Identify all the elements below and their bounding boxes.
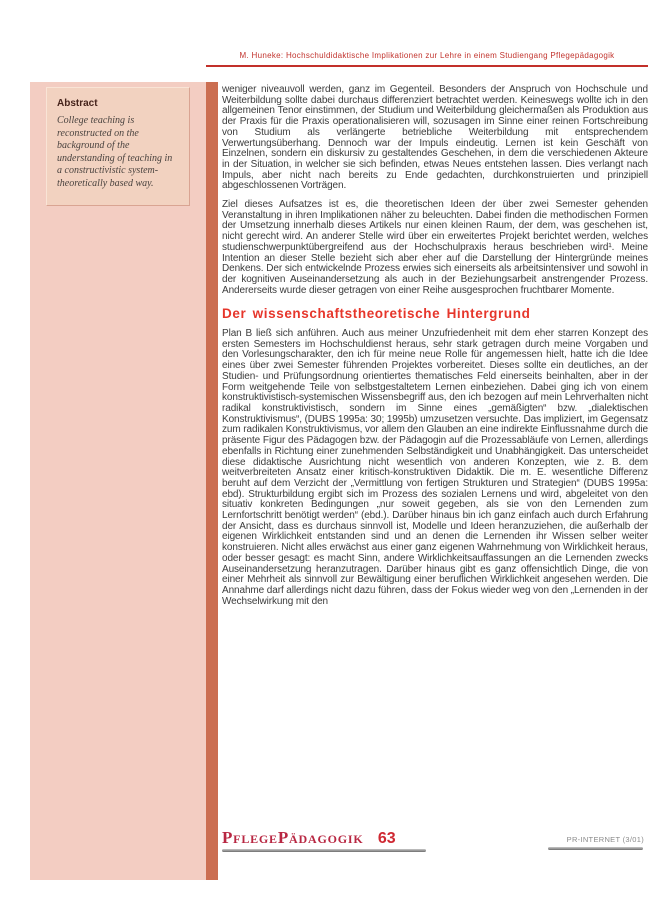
- article-body: [222, 85, 648, 615]
- header-rule: [206, 65, 648, 67]
- page-number: 63: [377, 830, 396, 847]
- abstract-title: Abstract: [57, 98, 98, 109]
- article-paragraph: weniger niveauvoll werden, ganz im Gegenteil. Besonders der Anspruch von Hochschule und Weiterbildung sollte dabei durchaus differenziert betrachtet werden. Keineswegs wollte ich in den allgemeinen Tenor einstimmen, der Studium und Weiterbildung gleichermaßen als Produktion aus der Praxis für die Praxis operationalisieren will, sozusagen im Sinne einer reinen Fortschreibung von Studium als verlängerte betriebliche Weiterbildung mit entsprechendem Verwertungsüberhang. Dennoch war der Impuls eindeutig. Lernen ist kein Geschäft von Einzelnen, sondern ein diskursiv zu gestaltendes Geschehen, in dem die verschiedenen Akteure in der Situation, in welcher sie sich befinden, etwas Neues entstehen lassen. Dies verlangt nach Impuls, aber nicht nach bereits zu Ende gedachten, durchkonstruierten und prinzipiell abgeschlossenen Vorträgen.: [222, 84, 648, 192]
- footer-journal-block: [222, 828, 462, 848]
- journal-name: PflegePädagogik: [222, 828, 364, 847]
- running-header-title: M. Huneke: Hochschuldidaktische Implikationen zur Lehre in einem Studiengang Pflegepädagogik: [239, 51, 615, 60]
- sidebar-accent-bar: [206, 82, 218, 880]
- section-heading: Der wissenschaftstheoretische Hintergrund: [222, 306, 531, 322]
- abstract-box: [46, 87, 190, 206]
- footer-rule-left: [222, 849, 426, 852]
- article-paragraph: Ziel dieses Aufsatzes ist es, die theoretischen Ideen der über zwei Semester gehenden Veranstaltung in ihren Implikationen näher zu beleuchten. Dabei finden die methodischen Formen der Umsetzung innerhalb dieses Artikels nur einen kleinen Raum, der dem, was geschehen ist, nicht gerecht wird. An anderer Stelle wird über ein erweitertes Projekt berichtet werden, welches studienschwerpunktübergreifend aus der Hochschulpraxis heraus beschrieben wird¹. Meine Intention an dieser Stelle bezieht sich aber eher auf die Darstellung der Hintergründe meines Denkens. Der sich entwickelnde Prozess erwies sich einerseits als arbeitsintensiver und sowohl in der kognitiven Auseinandersetzung als auch in der Beziehungsarbeit anstrengender Prozess. Andererseits wurde dieser getragen von einer Reihe ausgesprochen fruchtbarer Momente.: [222, 199, 648, 296]
- abstract-text: College teaching is reconstructed on the background of the understanding of teaching in a constructivistic system-theoretically based way.: [57, 115, 173, 189]
- sidebar-panel: [30, 82, 206, 880]
- issue-label: PR-INTERNET (3/01): [566, 835, 644, 844]
- footer-rule-right: [548, 847, 643, 850]
- article-paragraph: Plan B ließ sich anführen. Auch aus meiner Unzufriedenheit mit dem eher starren Konzept des ersten Semesters im Hochschuldienst heraus, sehr stark getragen durch meine Vorgaben und den Vorlesungscharakter, den ich für meine neue Rolle für angemessen hielt, hatte ich die Idee eines über zwei Semester führenden Projektes vorbereitet. Dieses sollte ein deutliches, an der Studien- und Prüfungsordnung orientiertes thematisches Feld einerseits beinhalten, aber in der Form weitgehende Teile von selbstgestaltetem Lernen einbeziehen. Dabei ging ich von einem konstruktivistisch-systemischen Wissensbegriff aus, den ich bezogen auf mein Lehrverhalten nicht radikal konstruktivistisch, sondern im Sinne eines „gemäßigten“ bzw. „dialektischen Konstruktivismus“, (DUBS 1995a: 30; 1995b) umzusetzen versuchte. Das impliziert, im Gegensatz zum radikalen Konstruktivismus, vor allem den Glauben an eine indirekte Einflussnahme durch die präsente Figur des Pädagogen bzw. der Pädagogin auf die Prozessabläufe von Lernen, allerdings ebenfalls in Richtung einer zunehmenden Selbständigkeit und Unabhängigkeit. Das unterscheidet diese didaktische Ausrichtung nicht wesentlich von anderen Konzepten, wie z. B. dem weitverbreiteten Ansatz einer kritisch-konstruktiven Didaktik. Die m. E. wesentliche Differenz beruht auf dem Verzicht der „Vermittlung von fertigen Strukturen und Strategien“ (DUBS 1995a: ebd). Strukturbildung ergibt sich im Prozess des sozialen Lernens und wird, abgeleitet von den situativ konkreten Bedingungen „nur soweit gegeben, als sie von den Lernenden zum Lernfortschritt benötigt werden“ (ebd.). Darüber hinaus bin ich ganz einfach auch durch Erfahrung der Ansicht, dass es durchaus sinnvoll ist, Modelle und Ideen heranzuziehen, die außerhalb der eigenen Wirklichkeit entstanden sind und an denen die Lernenden ihr Wissen selber weiter konstruieren. Nicht alles erwächst aus einer ganz eigenen Wahrnehmung von Wirklichkeit heraus, oder besser gesagt: es macht Sinn, andere Wirklichkeitsauffassungen an die Lernenden zwecks Auseinandersetzung heranzutragen. Darüber hinaus gibt es ganz offensichtlich Dinge, die von einer Mehrheit als sinnvoll zur Bewältigung einer beruflichen Wirklichkeit angesehen werden. Die Annahme darf allerdings nicht dazu führen, dass der Fokus wieder weg von den „Lernenden in der Wechselwirkung mit den: [222, 328, 648, 607]
